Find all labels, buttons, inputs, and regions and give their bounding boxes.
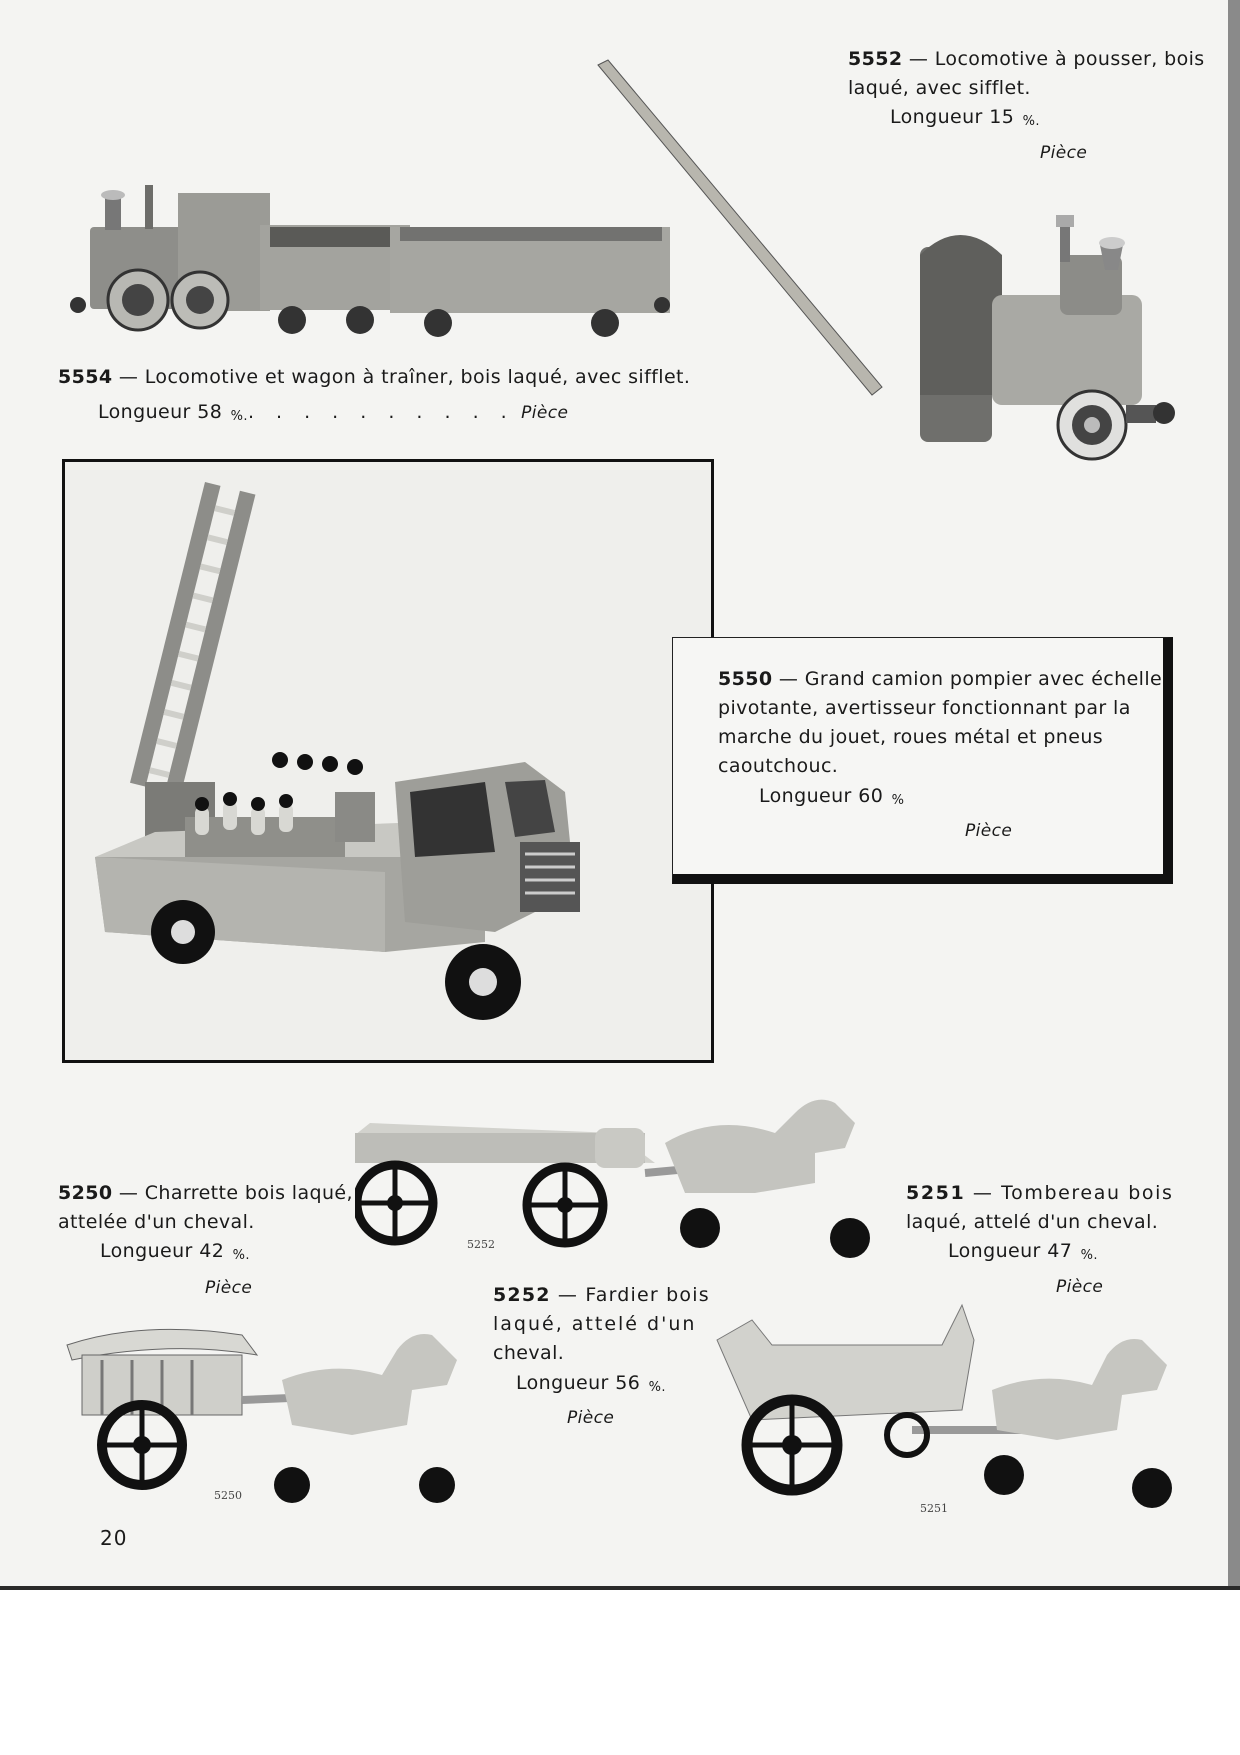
- item-5252-length: Longueur 56 %.: [516, 1372, 666, 1395]
- item-5251-length: Longueur 47 %.: [948, 1240, 1098, 1263]
- item-5550-line4: caoutchouc.: [718, 755, 839, 777]
- photo-label-5251: 5251: [920, 1502, 948, 1515]
- item-5250-line1: 5250 — Charrette bois laqué,: [58, 1182, 353, 1204]
- scan-edge: [1228, 0, 1240, 1588]
- item-5251-line2: laqué, attelé d'un cheval.: [906, 1211, 1159, 1233]
- photo-5552-push-locomotive: [590, 55, 1190, 465]
- item-5251-price: Pièce: [1056, 1277, 1104, 1297]
- item-5552-length: Longueur 15 %.: [890, 106, 1040, 129]
- item-5250-price: Pièce: [205, 1278, 253, 1298]
- item-5554-length: Longueur 58 %.. . . . . . . . . . Pièce: [98, 401, 569, 424]
- scan-edge-bottom: [0, 1586, 1240, 1590]
- item-5250-length: Longueur 42 %.: [100, 1240, 250, 1263]
- item-5550-length: Longueur 60 %: [759, 785, 905, 808]
- photo-5252-fardier: [355, 1093, 885, 1273]
- item-5550-box: [672, 637, 1173, 884]
- photo-5554-locomotive-wagon: [60, 175, 680, 340]
- photo-5550-fire-truck: [65, 462, 711, 1060]
- item-5550-line1: 5550 — Grand camion pompier avec échelle: [718, 668, 1163, 690]
- item-5554-line1: 5554 — Locomotive et wagon à traîner, bois laqué, avec sifflet.: [58, 366, 691, 388]
- item-5550-line2: pivotante, avertisseur fonctionnant par la: [718, 697, 1131, 719]
- photo-frame-5550: [62, 459, 714, 1063]
- photo-5251-tombereau: [712, 1300, 1187, 1515]
- item-5550-line3: marche du jouet, roues métal et pneus: [718, 726, 1104, 748]
- item-5552-price: Pièce: [1040, 143, 1088, 163]
- item-code: 5552: [848, 48, 903, 70]
- item-5552-line2: laqué, avec sifflet.: [848, 77, 1031, 99]
- item-5251-line1: 5251 — Tombereau bois: [906, 1182, 1174, 1204]
- item-5252-line2: laqué, attelé d'un: [493, 1313, 697, 1335]
- page-number: 20: [100, 1526, 128, 1550]
- item-5552-line1: 5552 — Locomotive à pousser, bois: [848, 48, 1205, 70]
- photo-label-5252: 5252: [467, 1238, 495, 1251]
- photo-label-5250: 5250: [214, 1489, 242, 1502]
- item-5252-price: Pièce: [567, 1408, 615, 1428]
- photo-5250-charrette: [62, 1315, 472, 1505]
- item-5252-line1: 5252 — Fardier bois: [493, 1284, 710, 1306]
- item-5550-price: Pièce: [965, 821, 1013, 841]
- item-5252-line3: cheval.: [493, 1342, 565, 1364]
- item-5250-line2: attelée d'un cheval.: [58, 1211, 255, 1233]
